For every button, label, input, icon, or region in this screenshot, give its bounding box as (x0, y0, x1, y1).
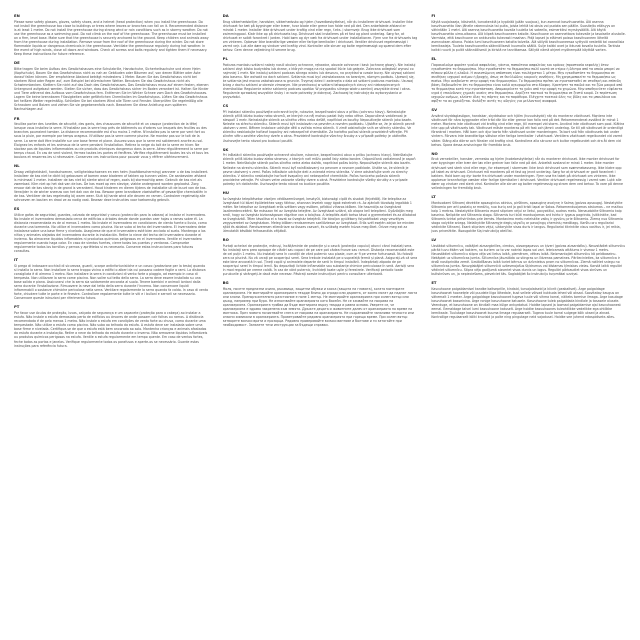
language-section (223, 14, 418, 52)
language-section (14, 117, 209, 159)
language-section (223, 238, 418, 276)
instruction-text: Käytä suojalaseja, käsineitä, turvakenkiä ja kypärää (pään suojaus), kun asennat kasvihuonetta. Älä asenna kasvihuonetta liian lähelle rakennuksia tai puita, joista lehtiä tai oksia voi pudota sen päälle. Suositeltu etäisyys on vähintään 1 metri. Älä asenna kasvihuonetta kovalla tuulella tai sateella, esimerkiksi myrskysäällä. Älä käytä kasvihuonetta uima-altaana. Älä kiipeä kasvihuoneen katolle. Kasvihuone on asennettava tukevalle ja tasaiselle alustalle. Varmista, että kasvihuone on ankkuroitu tukevasti maahan. Pidä lapset ja eläimet poissa kasvihuoneen läheltä asennuksen aikana. Poista lumi kasvihuoneen katolta talvella. Älä säilytä kasvihuoneessa syttyviä nesteitä tai vaarallisia kemikaaleja. Tuuleta kasvihuonetta säännöllisesti kuumalla säällä. Sulje kaikki ovet ja ikkunat kovalla tuulella. Tarkista kaikki ruuvit ja pultit säännöllisesti ja kiristä ne tarvittaessa. Säilytä nämä ohjeet myöhempää käyttöä varten. (431, 19, 626, 53)
language-section (223, 104, 418, 142)
instruction-text: Por favor use óculos de proteção, luvas, calçado de segurança e um capacete (proteção para a cabeça) ao instalar a estufa. Não instale a estufa demasiado perto de edifícios ou árvores de onde possam cair folhas ou ramos. A distância recomendada é de pelo menos 1 metro. Não instale a estufa em condições de vento forte ou chuva, como durante uma tempestade. Não utilize a estufa como piscina. Não suba ao telhado da estufa. A estufa deve ser instalada sobre uma base firme e nivelada. Certifique-se de que a estufa está bem ancorada ao solo. Mantenha crianças e animais afastados da estufa durante a instalação. Retire a neve do telhado da estufa durante o inverno. Não armazene líquidos inflamáveis ou produtos químicos perigosos na estufa. Ventile a estufa regularmente em tempo quente. Em caso de ventos fortes, feche todas as portas e janelas. Verifique regularmente todos os parafusos e aperte-os se necessário. Guarde estas instruções para referência futura. (14, 311, 208, 348)
language-code: FI (431, 14, 436, 18)
language-code: NO (431, 150, 438, 156)
language-section (14, 207, 209, 253)
instruction-text: Při instalaci skleníku používejte ochranné brýle, rukavice, bezpečnostní obuv a přilbu (ochranu hlavy). Neinstalujte skleník příliš blízko budov nebo stromů, ze kterých na něj mohou padat listy nebo větve. Doporučená vzdálenost je alespoň 1 metr. Neinstalujte skleník za silného větru nebo deště, například za bouřky. Nepoužívejte skleník jako bazén. Nelezte na střechu skleníku. Skleník musí být instalován na pevném a rovném podkladu. Ujistěte se, že je skleník pevně ukotven v zemi. Během instalace udržujte děti a zvířata mimo skleník. V zimě odstraňujte sníh ze střechy skleníku. Ve skleníku neskladujte hořlavé kapaliny ani nebezpečné chemikálie. Za horkého počasí skleník pravidelně větrejte. Při silném větru zavřete všechny dveře a okna. Pravidelně kontrolujte všechny šrouby a v případě potřeby je utáhněte. Uschovejte tento návod pro budoucí použití. (222, 110, 415, 143)
instruction-text: Si prega di indossare occhiali di sicurezza, guanti, scarpe antinfortunistiche e un casco (protezione per la testa) quando si installa la serra. Non installare la serra troppo vicino a edifici o alberi da cui possano cadere foglie o rami. La distanza consigliata è di almeno 1 metro. Non installare la serra in condizioni di vento forte o pioggia, ad esempio in caso di tempesta. Non utilizzare la serra come piscina. Non salire sul tetto della serra. La serra deve essere installata su una base solida e piana. Assicurarsi che la serra sia saldamente ancorata al suolo. Tenere bambini e animali lontani dalla serra durante l'installazione. Rimuovere la neve dal tetto della serra durante l'inverno. Non conservare liquidi infiammabili o sostanze chimiche pericolose nella serra. Ventilare regolarmente la serra quando fa caldo. In caso di vento forte, chiudere tutte le porte e le finestre. Controllare regolarmente tutte le viti e i bulloni e serrarli se necessario. Conservare queste istruzioni per riferimento futuro. (14, 263, 209, 301)
instruction-text: Az üvegház telepítésekor viseljen védőszemüveget, kesztyűt, biztonsági cipőt és sisakot (fejvédőt). Ne telepítse az üvegházat túl közel épületekhez vagy fákhoz, ahonnan levelek vagy ágak eshetnek rá. Az ajánlott távolság legalább 1 méter. Ne telepítse az üvegházat erős szélben vagy esőben, például viharos időben. Ne használja az üvegházat úszómedenceként. Ne másszon fel az üvegház tetejére. Az üvegházat szilárd, sík alapra kell telepíteni. Győződjön meg arról, hogy az üvegház biztonságosan rögzítve van a talajhoz. A telepítés alatt tartsa távol a gyermekeket és az állatokat az üvegháztól. Télen távolítsa el a havat az üvegház tetejéről. Ne tároljon gyúlékony folyadékokat vagy veszélyes vegyszereket az üvegházban. Meleg időben rendszeresen szellőztesse az üvegházat. Erős szél esetén zárjon be minden ajtót és ablakot. Rendszeresen ellenőrizze az összes csavart, és szükség esetén húzza meg őket. Őrizze meg ezt az útmutatót későbbi felhasználás céljából. (222, 196, 417, 233)
language-code: PL (222, 56, 228, 62)
language-section (431, 195, 626, 233)
language-section (431, 281, 626, 319)
instruction-text: Utilice gafas de seguridad, guantes, calzado de seguridad y casco (protección para la cabeza) al instalar el invernadero. No instale el invernadero demasiado cerca de edificios o árboles desde donde puedan caer hojas o ramas sobre él. La distancia recomendada es de al menos 1 metro. No instale el invernadero en condiciones de viento fuerte o lluvia, como durante una tormenta. No utilice el invernadero como piscina. No se suba al techo del invernadero. El invernadero debe instalarse sobre una base firme y nivelada. Asegúrese de que el invernadero esté bien anclado al suelo. Mantenga a los niños y animales alejados del invernadero durante la instalación. Retire la nieve del techo del invernadero durante el invierno. No almacene líquidos inflamables ni productos químicos peligrosos en el invernadero. Ventile el invernadero regularmente cuando haga calor. En caso de vientos fuertes, cierre todas las puertas y ventanas. Compruebe regularmente todos los tornillos y pernos y apriételos si es necesario. Conserve estas instrucciones para futuras consultas. (14, 212, 207, 254)
language-code: ES (14, 205, 20, 211)
language-section (14, 61, 209, 111)
language-code: DE (14, 60, 20, 66)
instruction-text: Veuillez porter des lunettes de sécurité, des gants, des chaussures de sécurité et un casque (protection de la tête) lorsque vous installez la serre. N'installez pas la serre trop près de bâtiments ou d'arbres sur lesquels des feuilles ou des branches pourraient tomber. La distance recommandée est d'au moins 1 mètre. N'installez pas la serre par vent fort ou sous la pluie, par exemple par temps orageux. N'utilisez pas la serre comme piscine. Ne montez pas sur le toit de la serre. La serre doit être installée sur une base ferme et plane. Assurez-vous que la serre est solidement ancrée au sol. Éloignez les enfants et les animaux de la serre pendant l'installation. Retirez la neige du toit de la serre en hiver. Ne stockez pas de liquides inflammables ou de produits chimiques dangereux dans la serre. Aérez régulièrement la serre par temps chaud. En cas de vent violent, fermez toutes les portes et fenêtres. Vérifiez régulièrement toutes les vis et tous les boulons et resserrez-les si nécessaire. Conservez ces instructions pour pouvoir vous y référer ultérieurement. (14, 122, 209, 159)
language-section (431, 57, 626, 103)
language-section (431, 152, 626, 190)
language-code: LT (431, 193, 436, 199)
language-code: BG (222, 280, 229, 286)
instruction-text: Please wear safety glasses, gloves, safety shoes, and a helmet (head protection) when you install the greenhouse. Do not install the greenhouse too close to buildings or trees where leaves or branches can fall on it. Recommended distance is at least 1 metre. Do not install the greenhouse during strong wind or rain conditions such as in stormy weather. Do not use the greenhouse as a swimming pool. Do not climb on the roof of the greenhouse. The greenhouse must be installed on a firm, level base. Make sure that the greenhouse is securely anchored to the ground. Keep children and animals away from the greenhouse during installation. Remove snow from the roof of the greenhouse during the winter. Do not store flammable liquids or dangerous chemicals in the greenhouse. Ventilate the greenhouse regularly during hot weather. In the event of high winds, close all doors and windows. Check all screws and bolts regularly and tighten them if necessary. Keep these instructions for future reference. (14, 19, 209, 57)
instruction-text: Brug sikkerhedsbriller, handsker, sikkerhedssko og hjelm (hovedbeskyttelse), når du installerer drivhuset. Installer ikke drivhuset for tæt på bygninger eller træer, hvor blade eller grene kan falde ned på det. Den anbefalede afstand er mindst 1 meter. Installer ikke drivhuset under kraftig vind eller regn, f.eks. i stormvejr. Brug ikke drivhuset som swimmingpool. Klatr ikke op på drivhusets tag. Drivhuset skal installeres på et fast og plant underlag. Sørg for, at drivhuset er solidt forankret i jorden. Hold børn og dyr væk fra drivhuset under installationen. Fjern sne fra drivhusets tag om vinteren. Opbevar ikke brandfarlige væsker eller farlige kemikalier i drivhuset. Ventiler drivhuset regelmæssigt i varmt vejr. Luk alle døre og vinduer ved kraftig vind. Kontroller alle skruer og bolte regelmæssigt og spænd dem efter behov. Gem denne vejledning til senere brug. (222, 19, 418, 53)
instruction-text: Bitte tragen Sie beim Aufbau des Gewächshauses eine Schutzbrille, Handschuhe, Sicherheitsschuhe und einen Helm (Kopfschutz). Bauen Sie das Gewächshaus nicht zu nah an Gebäuden oder Bäumen auf, von denen Blätter oder Äste darauf fallen können. Der empfohlene Abstand beträgt mindestens 1 Meter. Bauen Sie das Gewächshaus nicht bei starkem Wind oder Regen auf, zum Beispiel bei stürmischem Wetter. Benutzen Sie das Gewächshaus nicht als Schwimmbecken. Klettern Sie nicht auf das Dach des Gewächshauses. Das Gewächshaus muss auf einem festen, ebenen Untergrund aufgebaut werden. Stellen Sie sicher, dass das Gewächshaus sicher im Boden verankert ist. Halten Sie Kinder und Tiere während des Aufbaus vom Gewächshaus fern. Entfernen Sie im Winter Schnee vom Dach des Gewächshauses. Lagern Sie keine brennbaren Flüssigkeiten oder gefährlichen Chemikalien im Gewächshaus. Lüften Sie das Gewächshaus bei heißem Wetter regelmäßig. Schließen Sie bei starkem Wind alle Türen und Fenster. Überprüfen Sie regelmäßig alle Schrauben und Bolzen und ziehen Sie sie gegebenenfalls nach. Bewahren Sie diese Anleitung zum späteren Nachschlagen auf. (14, 67, 209, 112)
instruction-text: Podczas montażu szklarni należy nosić okulary ochronne, rękawice, obuwie ochronne i kask (ochronę głowy). Nie instaluj szklarni zbyt blisko budynków lub drzew, z których mogą na nią spadać liście lub gałęzie. Zalecana odległość wynosi co najmniej 1 metr. Nie instaluj szklarni podczas silnego wiatru lub deszczu, na przykład w czasie burzy. Nie używaj szklarni jako basenu. Nie wchodź na dach szklarni. Szklarnia musi być zainstalowana na twardym, równym podłożu. Upewnij się, że szklarnia jest mocno zakotwiczona w gruncie. Trzymaj dzieci i zwierzęta z dala od szklarni podczas montażu. Usuwaj śnieg z dachu szklarni w okresie zimowym. Nie przechowuj w szklarni łatwopalnych cieczy ani niebezpiecznych chemikaliów. Regularnie wietrz szklarnię podczas upałów. W przypadku silnego wiatru zamknij wszystkie drzwi i okna. Regularnie sprawdzaj wszystkie śruby i w razie potrzeby je dokręcaj. Zachowaj tę instrukcję do wykorzystania w przyszłości. (222, 62, 416, 100)
language-code: DA (222, 14, 229, 18)
instruction-text: Använd skyddsglasögon, handskar, skyddsskor och hjälm (huvudskydd) när du monterar växthuset. Montera inte växthuset för nära byggnader eller träd där löv eller grenar kan falla ned på det. Rekommenderat avstånd är minst 1 meter. Montera inte växthuset vid kraftig vind eller regn, till exempel vid storm. Använd inte växthuset som pool. Klättra inte upp på växthusets tak. Växthuset måste monteras på ett fast och jämnt underlag. Se till att växthuset är ordentligt förankrat i marken. Håll barn och djur borta från växthuset under monteringen. Ta bort snö från växthusets tak under vintern. Förvara inte brandfarliga vätskor eller farliga kemikalier i växthuset. Ventilera växthuset regelbundet vid varmt väder. Stäng alla dörrar och fönster vid kraftig vind. Kontrollera alla skruvar och bultar regelbundet och dra åt dem vid behov. Spara dessa anvisningar för framtida bruk. (431, 114, 625, 147)
language-section (14, 14, 209, 56)
instruction-text: Pri inštalácii skleníka používajte ochranné okuliare, rukavice, bezpečnostnú obuv a prilbu (ochranu hlavy). Neinštalujte skleník príliš blízko budov alebo stromov, z ktorých naň môžu padať listy alebo konáre. Odporúčaná vzdialenosť je aspoň 1 meter. Neinštalujte skleník počas silného vetra alebo dažďa, napríklad počas búrky. Nepoužívajte skleník ako bazén. Neliezte na strechu skleníka. Skleník musí byť nainštalovaný na pevnom a rovnom podklade. Uistite sa, že skleník je pevne ukotvený v zemi. Počas inštalácie udržujte deti a zvieratá mimo skleníka. V zime odstraňujte sneh zo strechy skleníka. V skleníku neskladujte horľavé kvapaliny ani nebezpečné chemikálie. Počas horúceho počasia skleník pravidelne vetrajte. Pri silnom vetre zatvorte všetky dvere a okná. Pravidelne kontrolujte všetky skrutky a v prípade potreby ich dotiahnite. Uschovajte tento návod na budúce použitie. (222, 153, 416, 186)
language-section (223, 191, 418, 233)
language-code: EL (431, 56, 437, 62)
column-right (431, 14, 626, 630)
instruction-text: Uzstādot siltumnīcu, valkājiet aizsargbrilles, cimdus, aizsargapavus un ķiveri (galvas aizsardzību). Neuzstādiet siltumnīcu pārāk tuvu ēkām vai kokiem, no kuriem uz to var nokrist lapas vai zari. Ieteicamais attālums ir vismaz 1 metrs. Neuzstādiet siltumnīcu stipra vēja vai lietus laikā, piemēram, vētras laikā. Neizmantojiet siltumnīcu kā peldbaseinu. Nekāpiet uz siltumnīcas jumta. Siltumnīca jāuzstāda uz stingras un līdzenas pamatnes. Pārliecinieties, ka siltumnīca ir droši nostiprināta zemē. Uzstādīšanas laikā turiet bērnus un dzīvniekus prom no siltumnīcas. Ziemā notīriet sniegu no siltumnīcas jumta. Neuzglabājiet siltumnīcā uzliesmojošus šķidrumus vai bīstamas ķīmiskas vielas. Karstā laikā regulāri vēdiniet siltumnīcu. Stipra vēja gadījumā aizveriet visas durvis un logus. Regulāri pārbaudiet visas skrūves un bultskrūves un, ja nepieciešams, pievelciet tās. Saglabājiet šo instrukciju turpmākai uzziņai. (431, 243, 626, 277)
language-code: FR (14, 115, 20, 121)
language-section (14, 305, 209, 347)
language-code: RO (222, 236, 229, 242)
instruction-text: Моля, носете предпазни очила, ръкавици, защитни обувки и каска (защита на главата), когато монтирате оранжерията. Не монтирайте оранжерията твърде близо до сгради или дървета, от които могат да паднат листа или клони. Препоръчителното разстояние е поне 1 метър. Не монтирайте оранжерията при силен вятър или дъжд, например при буря. Не използвайте оранжерията като басейн. Не се качвайте на покрива на оранжерията. Оранжерията трябва да бъде монтирана върху твърда и равна основа. Уверете се, че оранжерията е здраво закрепена към земята. Дръжте децата и животните далеч от оранжерията по време на монтажа. През зимата почиствайте снега от покрива на оранжерията. Не съхранявайте запалими течности или опасни химикали в оранжерията. Проветрявайте редовно оранжерията при горещо време. При силен вятър затворете всички врати и прозорци. Редовно проверявайте всички винтове и болтове и ги затягайте при необходимост. Запазете тези инструкции за бъдещи справки. (222, 286, 418, 328)
language-code: HU (222, 189, 229, 195)
language-code: CS (222, 103, 229, 109)
language-code: IT (14, 257, 19, 263)
instruction-text: Bruk vernebriller, hansker, vernesko og hjelm (hodebeskyttelse) når du monterer drivhuset. Ikke monter drivhuset for nær bygninger eller trær der løv eller greiner kan falle ned på det. Anbefalt avstand er minst 1 meter. Ikke monter drivhuset ved sterk vind eller regn, for eksempel i stormvær. Ikke bruk drivhuset som svømmebasseng. Ikke klatre opp på taket av drivhuset. Drivhuset må monteres på et fast og jevnt underlag. Sørg for at drivhuset er godt forankret i bakken. Hold barn og dyr borte fra drivhuset under monteringen. Fjern snø fra taket på drivhuset om vinteren. Ikke oppbevar brannfarlige væsker eller farlige kjemikalier i drivhuset. Ventiler drivhuset regelmessig i varmt vær. Lukk alle dører og vinduer ved sterk vind. Kontroller alle skruer og bolter regelmessig og stram dem ved behov. Ta vare på denne veiledningen for fremtidig bruk. (431, 157, 623, 190)
instruction-text: Montuodami šiltnamį dėvėkite apsauginius akinius, pirštines, apsauginę avalynę ir šalmą (galvos apsaugą). Nestatykite šiltnamio per arti pastatų ar medžių, nuo kurių ant jo gali kristi lapai ar šakos. Rekomenduojamas atstumas – ne mažiau kaip 1 metras. Nestatykite šiltnamio esant stipriam vėjui ar lietui, pavyzdžiui, audros metu. Nenaudokite šiltnamio kaip baseino. Nelipkite ant šiltnamio stogo. Šiltnamis turi būti montuojamas ant tvirto ir lygaus pagrindo. Įsitikinkite, kad šiltnamis tvirtai pritvirtintas prie žemės. Montavimo metu neleiskite vaikų ir gyvūnų prie šiltnamio. Žiemą nuo šiltnamio stogo valykite sniegą. Nelaikykite šiltnamyje degių skysčių ar pavojingų cheminių medžiagų. Karštu oru reguliariai vėdinkite šiltnamį. Esant stipriam vėjui, uždarykite visas duris ir langus. Reguliariai tikrinkite visus varžtus ir, jei reikia, juos priveržkite. Išsaugokite šią instrukciją ateičiai. (431, 200, 623, 233)
instruction-text: Παρακαλούμε φοράτε γυαλιά ασφαλείας, γάντια, παπούτσια ασφαλείας και κράνος (προστασία κεφαλής) όταν εγκαθιστάτε το θερμοκήπιο. Μην εγκαθιστάτε το θερμοκήπιο πολύ κοντά σε κτίρια ή δέντρα από τα οποία μπορεί να πέσουν φύλλα ή κλαδιά. Η συνιστώμενη απόσταση είναι τουλάχιστον 1 μέτρο. Μην εγκαθιστάτε το θερμοκήπιο σε συνθήκες ισχυρού ανέμου ή βροχής, όπως σε θυελλώδεις καιρικές συνθήκες. Μη χρησιμοποιείτε το θερμοκήπιο ως πισίνα. Μην ανεβαίνετε στην οροφή του θερμοκηπίου. Το θερμοκήπιο πρέπει να εγκατασταθεί σε σταθερή και επίπεδη βάση. Βεβαιωθείτε ότι το θερμοκήπιο είναι καλά αγκυρωμένο στο έδαφος. Κρατήστε τα παιδιά και τα ζώα μακριά από το θερμοκήπιο κατά την εγκατάσταση. Απομακρύνετε το χιόνι από την οροφή το χειμώνα. Μην αποθηκεύετε εύφλεκτα υγρά ή επικίνδυνες χημικές ουσίες στο θερμοκήπιο. Αερίζετε τακτικά το θερμοκήπιο σε ζεστό καιρό. Σε περίπτωση ισχυρών ανέμων, κλείστε όλες τις πόρτες και τα παράθυρα. Ελέγχετε τακτικά όλες τις βίδες και τα μπουλόνια και σφίξτε τα αν χρειάζεται. Φυλάξτε αυτές τις οδηγίες για μελλοντική αναφορά. (431, 62, 623, 104)
instruction-text: Purtați ochelari de protecție, mănuși, încălțăminte de protecție și o cască (protecția capului) atunci când instalați sera. Nu instalați sera prea aproape de clădiri sau copaci de pe care pot cădea frunze sau ramuri. Distanța recomandată este de cel puțin 1 metru. Nu instalați sera în condiții de vânt puternic sau ploaie, cum ar fi pe vreme furtunoasă. Nu folosiți sera ca piscină. Nu vă urcați pe acoperișul serei. Sera trebuie instalată pe o suprafață fermă și plană. Asigurați-vă că sera este bine ancorată în sol. Țineți copiii și animalele departe de seră în timpul instalării. Îndepărtați zăpada de pe acoperișul serei în timpul iernii. Nu depozitați lichide inflamabile sau substanțe chimice periculoase în seră. Aerisiți sera în mod regulat pe vreme caldă. În caz de vânt puternic, închideți toate ușile și ferestrele. Verificați periodic toate șuruburile și strângeți-le dacă este necesar. Păstrați aceste instrucțiuni pentru consultare ulterioară. (222, 243, 418, 277)
language-section (14, 258, 209, 300)
language-section (223, 57, 418, 99)
language-code: LV (431, 236, 437, 242)
language-code: SV (431, 107, 438, 113)
language-section (223, 148, 418, 186)
language-code: NL (14, 162, 20, 168)
language-code: SK (222, 146, 229, 152)
language-section (14, 164, 209, 202)
instruction-text: Draag veiligheidsbril, handschoenen, veiligheidsschoenen en een helm (hoofdbescherming) wanneer u de kas installeert. Installeer de kas niet te dicht bij gebouwen of bomen waar bladeren of takken op kunnen vallen. De aanbevolen afstand is minimaal 1 meter. Installeer de kas niet bij sterke wind of regen, zoals bij stormachtig weer. Gebruik de kas niet als zwembad. Klim niet op het dak van de kas. De kas moet op een stevige, vlakke ondergrond worden geplaatst. Zorg ervoor dat de kas stevig in de grond is verankerd. Houd kinderen en dieren tijdens de installatie uit de buurt van de kas. Verwijder in de winter sneeuw van het dak van de kas. Bewaar geen brandbare vloeistoffen of gevaarlijke chemicaliën in de kas. Ventileer de kas regelmatig bij warm weer. Sluit bij harde wind alle deuren en ramen. Controleer regelmatig alle schroeven en bouten en draai ze zo nodig vast. Bewaar deze instructies voor toekomstig gebruik. (14, 169, 209, 202)
column-middle (223, 14, 418, 630)
column-left (14, 14, 209, 630)
language-section (431, 238, 626, 276)
language-code: EN (14, 14, 20, 18)
text-columns (14, 14, 626, 630)
language-code: PT (14, 304, 20, 310)
language-code: ET (431, 280, 437, 286)
language-section (431, 14, 626, 52)
instruction-text: Kasvuhoone paigaldamisel kandke kaitseprille, kindaid, turvajalatseid ja kiivrit (peakaitset). Ärge paigaldage kasvuhoonet hoonetele või puudele liiga lähedale, kust sellele võivad kukkuda lehed või oksad. Soovitatav kaugus on vähemalt 1 meeter. Ärge paigaldage kasvuhoonet tugeva tuule või vihma korral, näiteks tormise ilmaga. Ärge kasutage kasvuhoonet basseinina. Ärge ronige kasvuhoone katusele. Kasvuhoone tuleb paigaldada kindlale ja tasasele alusele. Veenduge, et kasvuhoone on kindlalt maa külge ankurdatud. Hoidke lapsed ja loomad paigaldamise ajal kasvuhoonest eemal. Eemaldage talvel lumi kasvuhoone katuselt. Ärge hoidke kasvuhoones tuleohtlikke vedelikke ega ohtlikke kemikaale. Tuulutage kasvuhoonet kuuma ilmaga regulaarselt. Tugeva tuule korral sulgege kõik uksed ja aknad. Kontrollige regulaarselt kõiki kruvisid ja polte ning pingutage neid vajadusel. Hoidke see juhend edaspidiseks alles. (431, 286, 623, 320)
language-section (431, 108, 626, 146)
language-section (223, 281, 418, 327)
